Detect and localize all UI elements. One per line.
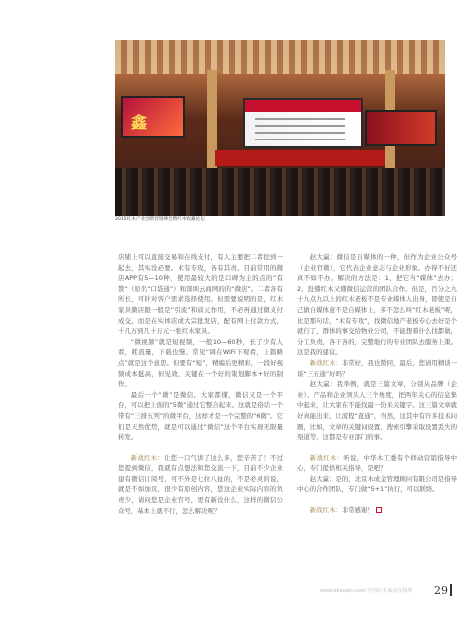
right-column	[297, 252, 457, 516]
paragraph: 最后一个“微”是微信。大家都懂，微信又是一个平台，可以把上面的“5微”通过它整合起来。这就是俗话一个带有“三排五列”的微平台，这样才是一个完整的“6微”。它们是天然优势，就是可以通过“微信”这个平台实现无限量转发。	[118, 390, 283, 442]
page-marker	[450, 584, 452, 596]
page-number: 29	[434, 584, 448, 597]
closing-text: 非常感谢！	[341, 506, 374, 515]
left-column	[118, 252, 283, 516]
paragraph: 店铺上可以直接交易和在线支付，有人主要把二者挖到一起去，其实没必要。术有专攻，各有其责。目前常用的微店APP有5—10种，使用最较大的是口碑为主的点的“有赞”（原名“口袋通”）和深圳云商网的的“微店”。二者各有所长，可针对客户需求选择使用。但需要说明的是，红木家具微店跟一般是“引流”和质元作用，不必再通过微支付成交，而是在实体店或大宗批发店，配有网上付款方式，十几万到几十万元一张红木家具。	[118, 253, 283, 336]
question-paragraph	[118, 453, 283, 517]
interviewer-label: 新战红木：	[309, 453, 344, 462]
ceiling-lights	[115, 40, 445, 74]
audience	[115, 168, 445, 216]
question-paragraph	[297, 358, 457, 379]
paragraph: 赵大赢：微信是自媒体的一种，但作为企业公众号（企业官微），它代表企业意志与企业形象。办得不好还真不如不办。解决的方法是：1、把它当“媒体”去办；2、投懂红木又懂微信运营的团队合作。但是，百分之九十九点九以上的红木老板不是专业媒体人出身，即使是自己做自媒体意不是自媒体上，多不怎么叫“红木老板”呢，比是那句话，“术有专攻”，找微信地产老板专心去好是个就行了，群体的事交给物业公司，不能想着什么找都做，分工负责，各干各的，完整地行的专业团队去服务上策。这是我的建议。	[297, 253, 457, 357]
conference-photo	[115, 40, 445, 216]
closing-paragraph	[297, 505, 457, 516]
interviewer-label: 新战红木：	[130, 453, 164, 462]
question-paragraph	[297, 453, 457, 474]
left-led-screen: 鑫	[121, 96, 185, 138]
question-text: 非常好，我也赞同，最后，您请用精谈一谈“三五通”好吗？	[297, 358, 458, 378]
paragraph: “微视频”就是短视频，一般10—60秒，长了少有人看，耗流量，下载也慢。常见“调在WiFi下观看，上篇略点”就是这个意思。但要有“短”，精编后更精彩，一段好视频成本挺高，但见效，关键在一个好的策划脚本+好的制作。	[118, 337, 283, 389]
right-led-screen	[365, 110, 437, 146]
paragraph: 赵大赢：是的，北京木成金管理顾问有限公司是指导中心的合作团队，专门做“5+1”执行，可以联络。	[297, 474, 457, 494]
footer-url: www.ebaopin.com 中国红木家具在线网	[320, 588, 413, 594]
interviewer-label: 新战红木：	[309, 506, 342, 515]
end-mark-icon	[376, 507, 382, 513]
interviewer-label: 新战红木：	[309, 358, 342, 367]
stage	[215, 150, 385, 166]
question-text: 听说，中华木工委有个移动营销指导中心，专门提供相关指导，是吧？	[297, 453, 458, 473]
question-text: 让您一口气讲了这么多，您辛苦了！不过您提到微信，我就有点想法和您交流一下，目前不少企业建有微信订阅号，可不外是七拉八扯的，不是必灵的说，就是不如加页，很少有原创内容，您这企业实际内容的负责少，请问您是企业官号，更有新没什么，这样的微信公众号，基本上就不行，怎么解决呢？	[118, 453, 284, 515]
main-projection-screen	[243, 98, 363, 148]
paragraph: 赵大赢：我举例，就是三篇文章，分别从品牌（企业）、产品和企业领头人三个角度，把两年关心的信息集中起来，让大家在不能找最一份来关键字。这三篇文章就好真能出来、让流程“直通”，当然，这其中有许多技术问题，比如，文章的关键词设置，搜索引擎采取设置丢失的渠道等，这都是专业部门的事。	[297, 380, 457, 442]
photo-caption: 2015红木产业创新营销峰会暨红木收藏论坛	[115, 217, 205, 222]
